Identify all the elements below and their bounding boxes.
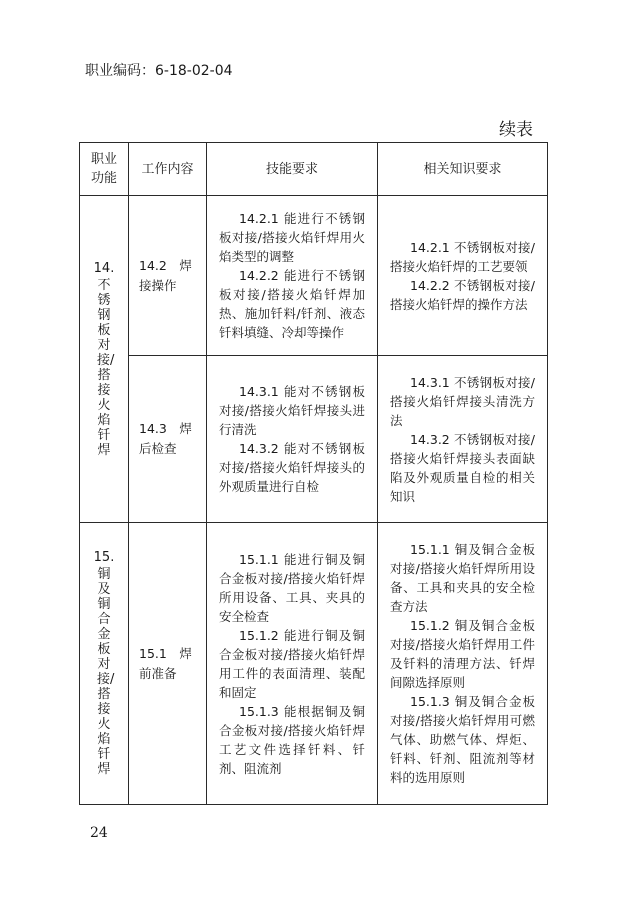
function-number: 15.	[93, 550, 115, 565]
knowledge-item: 15.1.2 铜及铜合金板对接/搭接火焰钎焊用工件及钎料的清理方法、钎焊间隙选择原则	[390, 618, 535, 690]
knowledge-item: 14.3.2 不锈钢板对接/搭接火焰钎焊接头表面缺陷及外观质量自检的相关知识	[390, 431, 535, 504]
skills-cell	[207, 356, 378, 523]
knowledge-item: 14.3.1 不锈钢板对接/搭接火焰钎焊接头清洗方法	[390, 374, 535, 428]
function-number: 14.	[93, 260, 115, 276]
page-number: 24	[90, 825, 108, 841]
header-function: 职业功能	[80, 143, 129, 196]
knowledge-cell	[378, 356, 548, 523]
function-cell	[80, 196, 129, 523]
work-content-cell: 15.1 焊前准备	[129, 523, 207, 805]
knowledge-cell	[378, 196, 548, 356]
skill-item: 15.1.2 能进行铜及铜合金板对接/搭接火焰钎焊用工件的表面清理、装配和固定	[219, 627, 365, 700]
skill-item: 14.2.1 能进行不锈钢板对接/搭接火焰钎焊用火焰类型的调整	[219, 211, 365, 264]
work-content-cell: 14.3 焊后检查	[129, 356, 207, 523]
table-row	[80, 523, 548, 805]
continued-label: 续表	[499, 120, 533, 140]
skill-item: 14.3.1 能对不锈钢板对接/搭接火焰钎焊接头进行清洗	[219, 384, 365, 437]
function-name: 不锈钢板对接/搭接火焰钎焊	[97, 277, 115, 458]
function-cell	[80, 523, 129, 805]
header-work: 工作内容	[129, 143, 207, 196]
work-content-cell: 14.2 焊接操作	[129, 196, 207, 356]
knowledge-item: 15.1.3 铜及铜合金板对接/搭接火焰钎焊用可燃气体、助燃气体、焊炬、钎料、钎剂、阻流剂等材料的选用原则	[390, 694, 535, 785]
header-skills: 技能要求	[207, 143, 378, 196]
skill-item: 15.1.1 能进行铜及铜合金板对接/搭接火焰钎焊所用设备、工具、夹具的安全检查	[219, 551, 365, 624]
knowledge-item: 14.2.1 不锈钢板对接/搭接火焰钎焊的工艺要领	[390, 239, 535, 274]
skills-cell	[207, 196, 378, 356]
skill-item: 14.2.2 能进行不锈钢板对接/搭接火焰钎焊加热、施加钎料/钎剂、液态钎料填缝、冷却等操作	[219, 268, 365, 340]
skill-standard-table	[79, 142, 548, 805]
function-name: 铜及铜合金板对接/搭接火焰钎焊	[97, 567, 115, 777]
skill-item: 15.1.3 能根据铜及铜合金板对接/搭接火焰钎焊工艺文件选择钎料、钎剂、阻流剂	[219, 703, 365, 776]
table-header-row	[80, 143, 548, 196]
knowledge-cell	[378, 523, 548, 805]
skills-cell	[207, 523, 378, 805]
table-row	[80, 196, 548, 356]
table-row	[80, 356, 548, 523]
knowledge-item: 14.2.2 不锈钢板对接/搭接火焰钎焊的操作方法	[390, 277, 535, 312]
skill-item: 14.3.2 能对不锈钢板对接/搭接火焰钎焊接头的外观质量进行自检	[219, 441, 365, 494]
header-knowledge: 相关知识要求	[378, 143, 548, 196]
knowledge-item: 15.1.1 铜及铜合金板对接/搭接火焰钎焊所用设备、工具和夹具的安全检查方法	[390, 542, 535, 614]
occupation-code: 职业编码：6-18-02-04	[85, 63, 233, 79]
